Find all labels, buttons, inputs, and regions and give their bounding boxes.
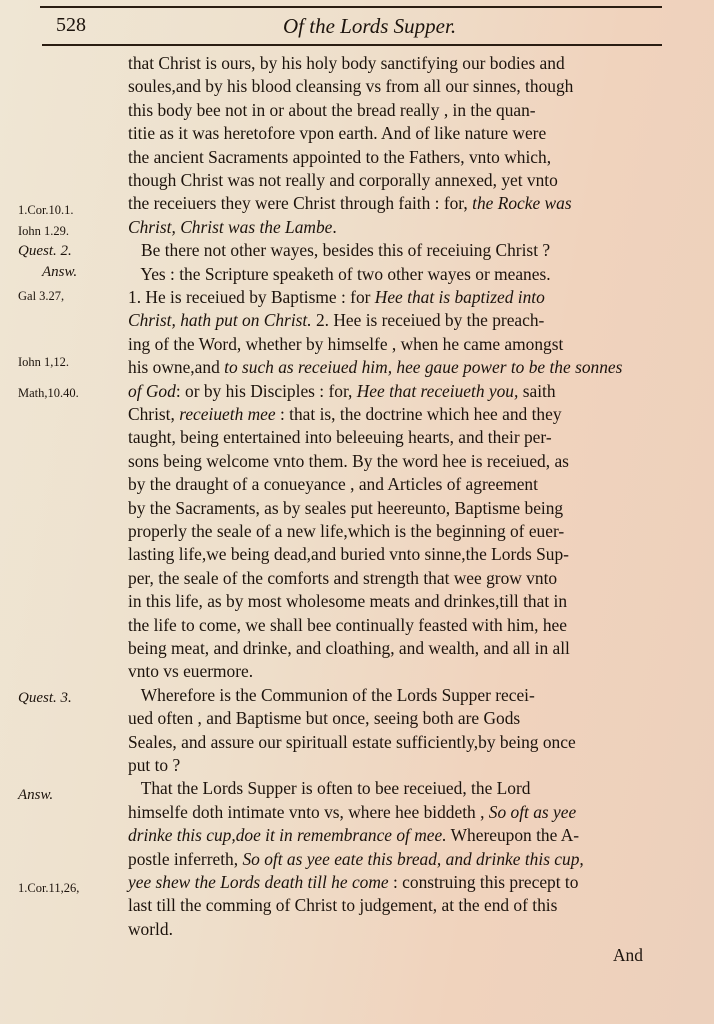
text-run: Wherefore is the Communion of the Lords Supper recei-: [128, 684, 535, 705]
text-line: [128, 263, 656, 286]
text-run: .: [332, 216, 337, 237]
text-line: [128, 333, 656, 356]
margin-note: Iohn 1.29.: [18, 224, 70, 238]
italic-text: receiueth mee: [179, 404, 276, 424]
text-run: ing of the Word, whether by himselfe , when he came amongst: [128, 333, 564, 354]
margin-note: Quest. 2.: [18, 243, 72, 259]
margin-note: Math,10.40.: [18, 386, 79, 400]
italic-text: So oft as yee: [488, 801, 577, 822]
text-line: [128, 122, 656, 145]
text-line: [128, 824, 656, 847]
text-run: put to ?: [128, 755, 181, 775]
text-line: [128, 801, 656, 824]
italic-text: to such as receiued him, hee gaue power to be the sonnes: [224, 357, 623, 378]
text-line: [128, 567, 656, 590]
text-run: in this life, as by most wholesome meats and drinkes,till that in: [128, 591, 568, 612]
text-run: though Christ was not really and corporally annexed, yet vnto: [128, 170, 558, 190]
italic-text: Hee that receiueth you,: [356, 380, 519, 401]
text-run: vnto vs euermore.: [128, 661, 254, 682]
text-line: [128, 637, 656, 660]
top-rule: [40, 6, 662, 8]
text-run: this body bee not in or about the bread really , in the quan-: [128, 99, 536, 120]
italic-text: Christ, Christ was the Lambe: [128, 216, 333, 237]
text-run: Be there not other wayes, besides this of receiuing Christ ?: [128, 240, 551, 261]
text-run: by the Sacraments, as by seales put heereunto, Baptisme being: [128, 497, 564, 518]
text-run: Seales, and assure our spirituall estate sufficiently,by being once: [128, 731, 576, 752]
text-line: [128, 590, 656, 613]
text-line: [128, 754, 656, 777]
text-run: properly the seale of a new life,which is the beginning of euer-: [128, 521, 565, 541]
text-run: the receiuers they were Christ through faith : for,: [128, 193, 473, 214]
margin-note: 1.Cor.11,26,: [18, 881, 80, 895]
text-run: ued often , and Baptisme but once, seeing both are Gods: [128, 708, 521, 729]
text-line: [128, 169, 656, 192]
text-run: by the draught of a conueyance , and Articles of agreement: [128, 474, 538, 495]
text-line: [128, 216, 656, 239]
text-run: sons being welcome vnto them. By the word hee is receiued, as: [128, 450, 569, 471]
text-run: postle inferreth,: [128, 848, 243, 869]
text-line: [128, 731, 656, 754]
text-run: : that is, the doctrine which hee and they: [275, 404, 562, 424]
text-run: last till the comming of Christ to judgement, at the end of this: [128, 895, 558, 916]
text-line: [128, 192, 656, 215]
text-line: [128, 99, 656, 122]
text-run: Whereupon the A-: [446, 825, 580, 846]
text-run: the life to come, we shall bee continually feasted with him, hee: [128, 614, 567, 635]
margin-note: Answ.: [42, 264, 78, 280]
text-run: that Christ is ours, by his holy body sanctifying our bodies and: [128, 53, 565, 73]
text-line: [128, 380, 656, 403]
header-rule: [42, 44, 662, 46]
text-run: That the Lords Supper is often to bee receiued, the Lord: [128, 778, 531, 799]
text-line: [128, 52, 656, 75]
text-run: : construing this precept to: [388, 872, 579, 892]
text-line: [128, 871, 656, 894]
margin-note: Iohn 1,12.: [18, 355, 70, 369]
margin-note: Quest. 3.: [18, 690, 72, 706]
text-line: [128, 918, 656, 941]
text-run: 2. Hee is receiued by the preach-: [311, 310, 545, 331]
text-run: Christ,: [128, 404, 180, 424]
text-line: [128, 146, 656, 169]
text-line: [128, 684, 656, 707]
text-line: [128, 707, 656, 730]
text-run: 1. He is receiued by Baptisme : for: [128, 287, 375, 307]
margin-note: Gal 3.27,: [18, 289, 65, 303]
italic-text: Christ, hath put on Christ.: [128, 310, 312, 331]
italic-text: drinke this cup,doe it in remembrance of mee.: [128, 825, 447, 846]
text-line: [128, 473, 656, 496]
italic-text: of God: [128, 380, 176, 401]
text-line: [128, 497, 656, 520]
text-run: saith: [518, 380, 556, 401]
text-line: [128, 520, 656, 543]
italic-text: the Rocke was: [472, 193, 572, 214]
catchword: And: [613, 945, 643, 965]
text-line: [128, 403, 656, 426]
text-line: [128, 777, 656, 800]
text-run: lasting life,we being dead,and buried vnto sinne,the Lords Sup-: [128, 544, 569, 565]
text-line: [128, 660, 656, 683]
italic-text: Hee that is baptized into: [374, 287, 545, 307]
text-run: titie as it was heretofore vpon earth. And of like nature were: [128, 123, 547, 144]
text-line: [128, 286, 656, 309]
text-run: his owne,and: [128, 357, 225, 378]
text-run: taught, being entertained into beleeuing hearts, and their per-: [128, 427, 552, 448]
text-line: [128, 614, 656, 637]
text-line: [128, 543, 656, 566]
text-line: [128, 75, 656, 98]
text-run: being meat, and drinke, and cloathing, and wealth, and all in all: [128, 638, 570, 658]
text-run: Yes : the Scripture speaketh of two other wayes or meanes.: [128, 263, 551, 284]
margin-note: Answ.: [18, 787, 54, 803]
page-number: 528: [56, 14, 86, 36]
text-run: world.: [128, 918, 173, 939]
text-run: : or by his Disciples : for,: [175, 380, 357, 401]
text-line: [128, 894, 656, 917]
running-title: Of the Lords Supper.: [283, 14, 457, 38]
margin-note: 1.Cor.10.1.: [18, 203, 74, 217]
text-run: soules,and by his blood cleansing vs from all our sinnes, though: [128, 76, 574, 97]
italic-text: yee shew the Lords death till he come: [128, 872, 389, 892]
text-run: per, the seale of the comforts and strength that wee grow vnto: [128, 567, 558, 588]
text-line: [128, 239, 656, 262]
italic-text: So oft as yee eate this bread, and drinke this cup,: [242, 848, 584, 869]
text-line: [128, 309, 656, 332]
text-line: [128, 848, 656, 871]
text-line: [128, 450, 656, 473]
text-run: himselfe doth intimate vnto vs, where hee biddeth ,: [128, 801, 489, 822]
text-run: the ancient Sacraments appointed to the Fathers, vnto which,: [128, 146, 552, 167]
text-line: [128, 426, 656, 449]
text-line: [128, 356, 656, 379]
